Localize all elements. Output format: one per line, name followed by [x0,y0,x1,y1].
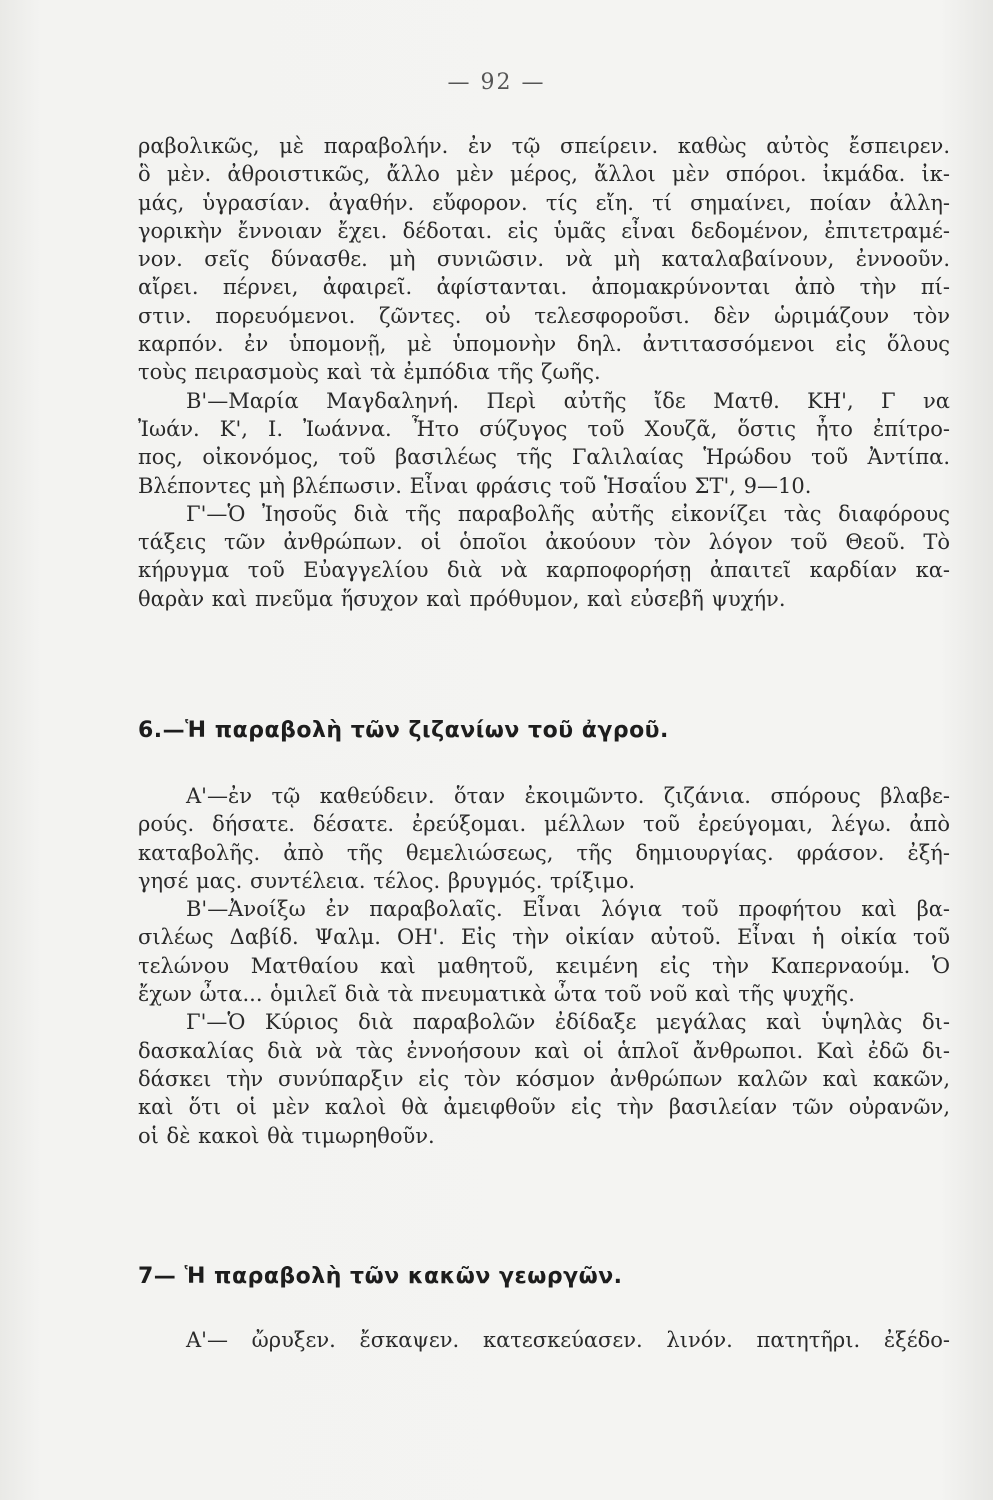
paragraph-block-parable-tares-notes [138,782,950,1150]
section-heading-7: 7— Ἡ παραβολὴ τῶν κακῶν γεωργῶν. [138,1264,623,1289]
text-line: κήρυγμα τοῦ Εὐαγγελίου διὰ νὰ καρποφορήσῃ ἀπαιτεῖ καρδίαν κα- [138,558,950,583]
paragraph-block-parable-husbandmen-notes [138,1326,950,1354]
text-line: Β'—Ἀνοίξω ἐν παραβολαῖς. Εἶναι λόγια τοῦ προφήτου καὶ βα- [186,897,950,922]
text-line: θαρὰν καὶ πνεῦμα ἥσυχον καὶ πρόθυμον, καὶ εὐσεβῆ ψυχήν. [138,586,786,611]
text-line: τάξεις τῶν ἀνθρώπων. οἱ ὁποῖοι ἀκούουν τὸν λόγον τοῦ Θεοῦ. Τὸ [138,530,950,555]
text-line: Βλέποντες μὴ βλέπωσιν. Εἶναι φράσις τοῦ Ἡσαΐου ΣΤ', 9—10. [138,473,812,498]
text-line: ὃ μὲν. ἀθροιστικῶς, ἄλλο μὲν μέρος, ἄλλοι μὲν σπόροι. ἰκμάδα. ἰκ- [138,162,950,187]
text-line: καὶ ὅτι οἱ μὲν καλοὶ θὰ ἀμειφθοῦν εἰς τὴν βασιλείαν τῶν οὐρανῶν, [138,1095,950,1120]
paragraph-block-parable-sower-notes [138,132,950,613]
text-line: μάς, ὑγρασίαν. ἀγαθήν. εὔφορον. τίς εἴη. τί σημαίνει, ποίαν ἀλλη- [138,190,950,215]
text-line: καρπόν. ἐν ὑπομονῇ, μὲ ὑπομονὴν δηλ. ἀντιτασσόμενοι εἰς ὅλους [138,332,950,357]
text-line: ἔχων ὦτα... ὁμιλεῖ διὰ τὰ πνευματικὰ ὦτα τοῦ νοῦ καὶ τῆς ψυχῆς. [138,982,855,1007]
text-line: γησέ μας. συντέλεια. τέλος. βρυγμός. τρίξιμο. [138,868,636,893]
text-line: στιν. πορευόμενοι. ζῶντες. οὐ τελεσφοροῦσι. δὲν ὡριμάζουν τὸν [138,303,950,328]
text-line: Ἰωάν. Κ', Ι. Ἰωάννα. Ἦτο σύζυγος τοῦ Χουζᾶ, ὅστις ἦτο ἐπίτρο- [138,416,950,441]
text-line: σιλέως Δαβίδ. Ψαλμ. ΟΗ'. Εἰς τὴν οἰκίαν αὐτοῦ. Εἶναι ἡ οἰκία τοῦ [138,925,950,950]
text-line: οἱ δὲ κακοὶ θὰ τιμωρηθοῦν. [138,1123,435,1148]
text-line: δάσκει τὴν συνύπαρξιν εἰς τὸν κόσμον ἀνθρώπων καλῶν καὶ κακῶν, [138,1066,950,1091]
text-line: τελώνου Ματθαίου καὶ μαθητοῦ, κειμένη εἰς τὴν Καπερναούμ. Ὁ [138,953,950,978]
text-line: Γ'—Ὁ Κύριος διὰ παραβολῶν ἐδίδαξε μεγάλας καὶ ὑψηλὰς δι- [186,1010,950,1035]
text-line: γορικὴν ἔννοιαν ἔχει. δέδοται. εἰς ὑμᾶς εἶναι δεδομένον, ἐπιτετραμέ- [138,218,950,243]
text-line: Α'— ὤρυξεν. ἔσκαψεν. κατεσκεύασεν. λινόν. πατητῆρι. ἐξέδο- [186,1328,950,1352]
text-line: ραβολικῶς, μὲ παραβολήν. ἐν τῷ σπείρειν. καθὼς αὐτὸς ἔσπειρεν. [138,134,950,158]
text-line: αἴρει. πέρνει, ἀφαιρεῖ. ἀφίστανται. ἀπομακρύνονται ἀπὸ τὴν πί- [138,275,950,300]
section-heading-6: 6.—Ἡ παραβολὴ τῶν ζιζανίων τοῦ ἀγροῦ. [138,718,669,743]
text-line: νον. σεῖς δύνασθε. μὴ συνιῶσιν. νὰ μὴ καταλαβαίνουν, ἐννοοῦν. [138,247,950,272]
text-line: Β'—Μαρία Μαγδαληνή. Περὶ αὐτῆς ἴδε Ματθ. ΚΗ', Γ να [186,388,950,413]
text-line: τοὺς πειρασμοὺς καὶ τὰ ἐμπόδια τῆς ζωῆς. [138,360,601,385]
text-line: καταβολῆς. ἀπὸ τῆς θεμελιώσεως, τῆς δημιουργίας. φράσον. ἐξή- [138,840,950,865]
text-line: δασκαλίας διὰ νὰ τὰς ἐννοήσουν καὶ οἱ ἁπλοῖ ἄνθρωποι. Καὶ ἐδῶ δι- [138,1038,950,1063]
text-line: Γ'—Ὁ Ἰησοῦς διὰ τῆς παραβολῆς αὐτῆς εἰκονίζει τὰς διαφόρους [186,501,950,526]
page-number: — 92 — [447,70,546,95]
text-line: Α'—ἐν τῷ καθεύδειν. ὅταν ἐκοιμῶντο. ζιζάνια. σπόρους βλαβε- [186,784,950,808]
text-line: ρούς. δήσατε. δέσατε. ἐρεύξομαι. μέλλων τοῦ ἐρεύγομαι, λέγω. ἀπὸ [138,812,950,837]
text-line: πος, οἰκονόμος, τοῦ βασιλέως τῆς Γαλιλαίας Ἡρώδου τοῦ Ἀντίπα. [138,445,950,470]
